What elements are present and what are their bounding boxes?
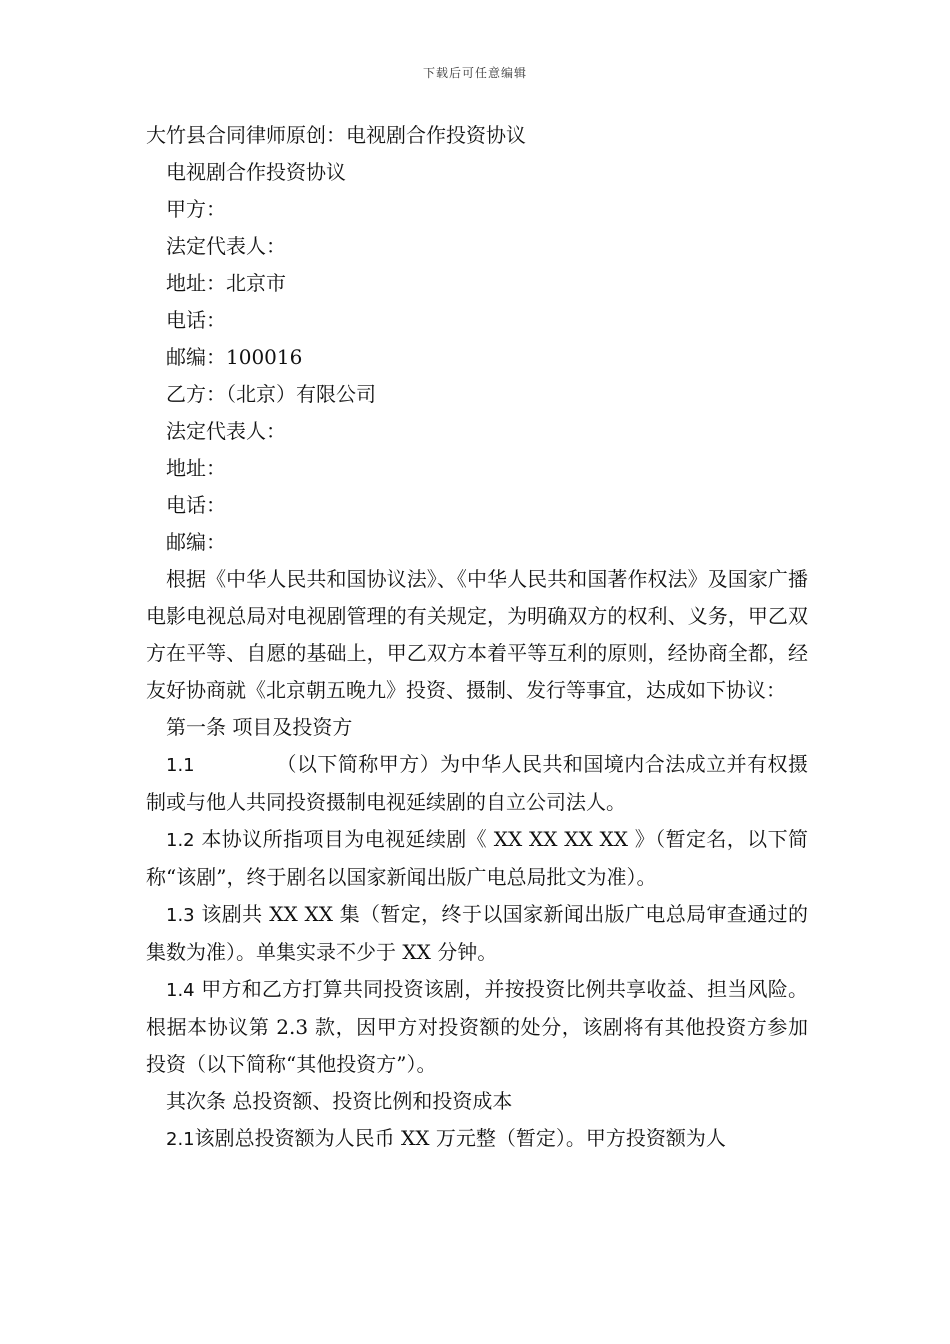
page-header: 下载后可任意编辑 (422, 66, 527, 80)
preamble-paragraph: 根据《中华人民共和国协议法》、《中华人民共和国著作权法》及国家广播电影电视总局对电视剧管理的有关规定，为明确双方的权利、义务，甲乙双方在平等、自愿的基础上，甲乙双方本着平等互利的原则，经协商全都，经友好协商就《北京朝五晚九》投资、摄制、发行等事宜，达成如下协议： (146, 567, 808, 702)
clause-text: 该剧共 XX XX 集（暂定，终于以国家新闻出版广电总局审查通过的集数为准）。单集实录不少于 XX 分钟。 (146, 902, 808, 964)
party-a-label: 甲方： (166, 197, 226, 221)
party-a-phone: 电话： (166, 308, 226, 332)
clause-text: 本协议所指项目为电视延续剧《 XX XX XX XX 》（暂定名，以下简称“该剧”，终于剧名以国家新闻出版广电总局批文为准）。 (146, 827, 808, 889)
clause-2-1 (146, 1120, 808, 1158)
party-a-postcode: 邮编：100016 (166, 345, 303, 369)
clause-number: 1.2 (166, 830, 195, 851)
clause-text: 该剧总投资额为人民币 XX 万元整（暂定）。甲方投资额为人 (194, 1126, 726, 1150)
party-b-address: 地址： (166, 456, 226, 480)
clause-text: 甲方和乙方打算共同投资该剧，并按投资比例共享收益、担当风险。根据本协议第 2.3 款，因甲方对投资额的处分，该剧将有其他投资方参加投资（以下简称“其他投资方”）。 (146, 977, 808, 1076)
clause-1-4 (146, 971, 808, 1083)
clause-1-3 (146, 896, 808, 971)
clause-number: 1.1 (166, 755, 195, 776)
document-subtitle: 电视剧合作投资协议 (166, 160, 346, 184)
party-b-phone: 电话： (166, 493, 226, 517)
article-1-heading: 第一条 项目及投资方 (166, 715, 353, 739)
party-a-address: 地址：北京市 (166, 271, 286, 295)
clause-1-1 (146, 746, 808, 821)
party-b-label: 乙方：（北京）有限公司 (166, 382, 376, 406)
party-b-rep: 法定代表人： (166, 419, 286, 443)
document-title: 大竹县合同律师原创：电视剧合作投资协议 (146, 123, 526, 147)
clause-number: 1.3 (166, 905, 195, 926)
party-b-postcode: 邮编： (166, 530, 226, 554)
clause-1-2 (146, 821, 808, 896)
clause-text: （以下简称甲方）为中华人民共和国境内合法成立并有权摄制或与他人共同投资摄制电视延续剧的自立公司法人。 (146, 752, 808, 814)
clause-number: 1.4 (166, 980, 195, 1001)
party-a-rep: 法定代表人： (166, 234, 286, 258)
article-2-heading: 其次条 总投资额、投资比例和投资成本 (166, 1089, 513, 1113)
document-body (146, 117, 808, 1158)
clause-number: 2.1 (166, 1129, 195, 1150)
